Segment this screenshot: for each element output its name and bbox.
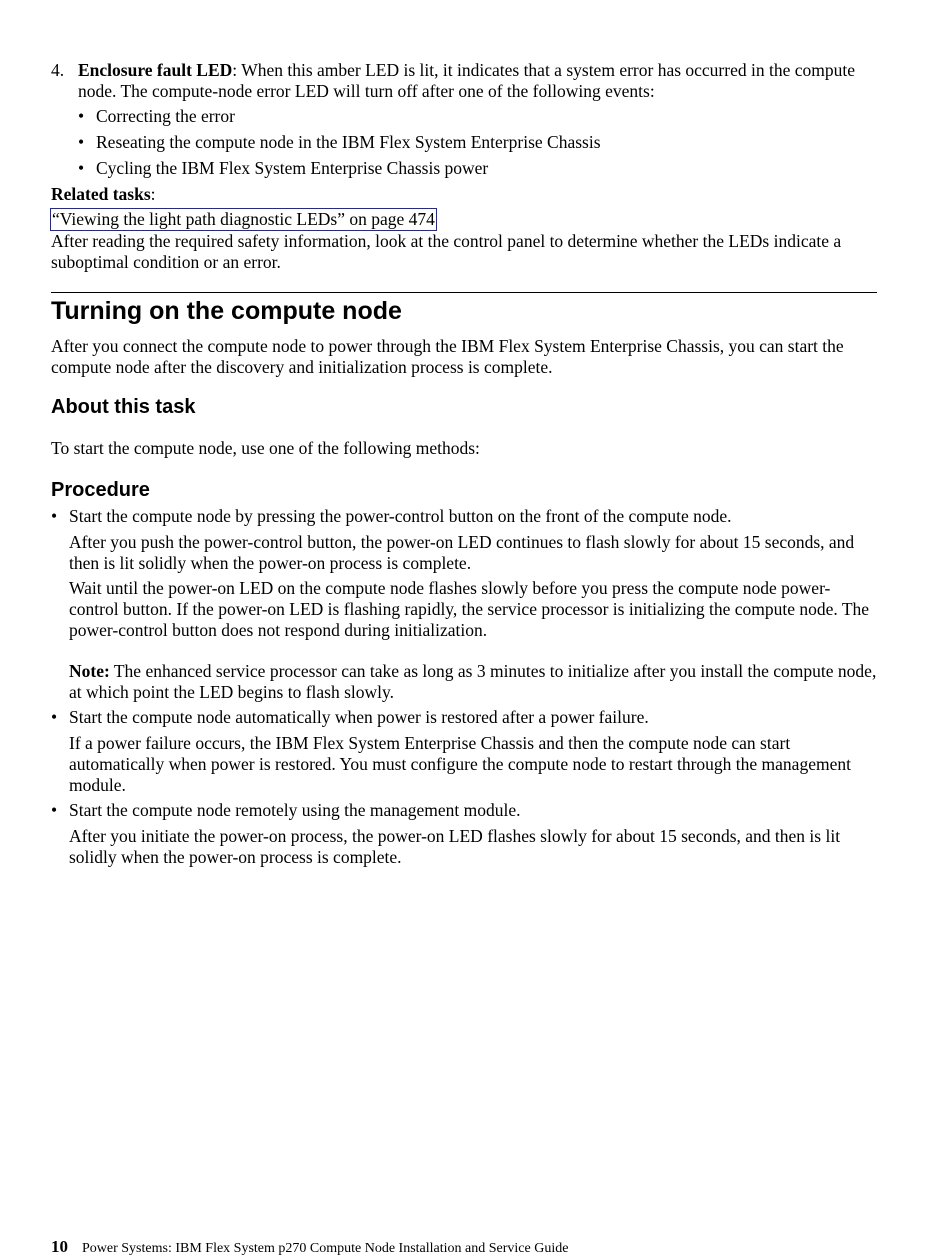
related-task-link[interactable]: “Viewing the light path diagnostic LEDs” on page 474 — [52, 209, 435, 229]
list-item — [78, 158, 858, 184]
list-item — [78, 106, 858, 132]
note-label: Note: — [69, 661, 110, 681]
related-tasks-label — [51, 184, 156, 205]
bullet-icon: • — [78, 132, 85, 152]
about-text: To start the compute node, use one of the following methods: — [51, 438, 480, 458]
list-item — [78, 132, 858, 158]
about-heading: About this task — [51, 396, 196, 418]
page-number: 10 — [51, 1237, 68, 1256]
bullet-icon: • — [78, 106, 85, 126]
procedure-heading: Procedure — [51, 479, 150, 501]
event-text: Correcting the error — [96, 106, 235, 126]
event-list — [78, 106, 858, 184]
procedure-detail: If a power failure occurs, the IBM Flex System Enterprise Chassis and then the compute node can start automatically when power is restored. You must configure the compute node to restart through the management module. — [69, 733, 851, 795]
event-text: Cycling the IBM Flex System Enterprise Chassis power — [96, 158, 489, 178]
bullet-icon: • — [51, 707, 58, 727]
step-4 — [51, 60, 877, 102]
event-text: Reseating the compute node in the IBM Flex System Enterprise Chassis — [96, 132, 601, 152]
bullet-icon: • — [51, 800, 58, 820]
section-title: Turning on the compute node — [51, 297, 402, 325]
procedure-detail: After you initiate the power-on process, the power-on LED flashes slowly for about 15 seconds, and then is lit solidly when the power-on process is complete. — [69, 826, 841, 867]
procedure-lead: Start the compute node automatically when power is restored after a power failure. — [69, 707, 649, 727]
step-number: 4. — [51, 60, 65, 80]
section-divider — [51, 292, 877, 293]
related-tasks-label-text: Related tasks — [51, 184, 151, 204]
bullet-icon: • — [51, 506, 58, 526]
related-tasks-colon: : — [150, 184, 156, 204]
after-reading-paragraph: After reading the required safety information, look at the control panel to determine whether the LEDs indicate a suboptimal condition or an error. — [51, 231, 842, 272]
page-footer — [51, 1238, 568, 1258]
step-4-text: : When this amber LED is lit, it indicates that a system error has occurred in the compute node. The compute-node error LED will turn off after one of the following events: — [78, 60, 855, 101]
procedure-detail: After you push the power-control button, the power-on LED continues to flash slowly for about 15 seconds, and then is lit solidly when the power-on process is complete. — [69, 532, 855, 573]
footer-title: Power Systems: IBM Flex System p270 Compute Node Installation and Service Guide — [82, 1241, 569, 1256]
procedure-lead: Start the compute node by pressing the power-control button on the front of the compute node. — [69, 506, 732, 526]
note-text: The enhanced service processor can take as long as 3 minutes to initialize after you install the compute node, at which point the LED begins to flash slowly. — [69, 661, 877, 702]
step-4-term: Enclosure fault LED — [78, 60, 233, 80]
section-intro: After you connect the compute node to power through the IBM Flex System Enterprise Chassis, you can start the compute node after the discovery and initialization process is complete. — [51, 336, 844, 377]
step-4-body — [78, 60, 877, 102]
procedure-detail: Wait until the power-on LED on the compute node flashes slowly before you press the compute node power-control button. If the power-on LED is flashing rapidly, the service processor is initializing the compute node. The power-control button does not respond during initialization. — [69, 578, 870, 640]
procedure-lead: Start the compute node remotely using the management module. — [69, 800, 521, 820]
bullet-icon: • — [78, 158, 85, 178]
procedure-note — [69, 661, 877, 703]
